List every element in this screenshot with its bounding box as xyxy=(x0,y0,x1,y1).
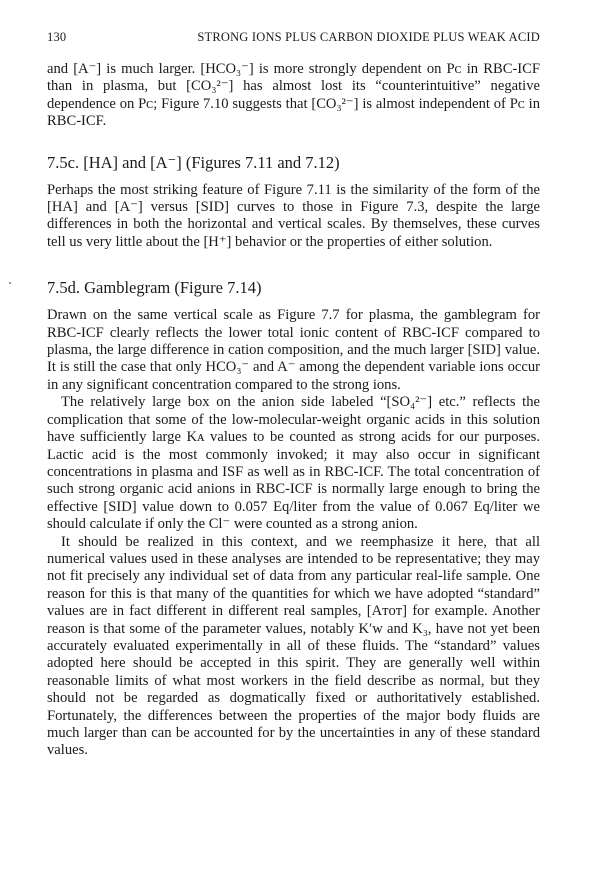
paragraph-anion-box: The relatively large box on the anion side labeled “[SO₄²⁻] etc.” reflects the complication that some of the low-molecular-weight organic acids in this solution have sufficiently large Kᴀ values to be counted as strong acids for our purposes. Lactic acid is the most commonly invoked; it may also occur in significant concentrations in plasma and ISF as well as in RBC-ICF. The total concentration of such strong organic acid anions in RBC-ICF is normally large enough to bring the effective [SID] value down to 0.057 Eq/liter from the value of 0.067 Eq/liter we should calculate if only the Cl⁻ were counted as a strong anion. xyxy=(47,394,540,533)
page-header xyxy=(47,30,540,46)
section-heading-7-5d: 7.5d. Gamblegram (Figure 7.14) xyxy=(47,278,262,298)
margin-speck xyxy=(9,282,11,284)
page-number: 130 xyxy=(47,30,67,44)
paragraph-standard-values: It should be realized in this context, and we reemphasize it here, that all numerical values used in these analyses are intended to be representative; they may not fit precisely any individual set of data from any particular real-life sample. One reason for this is that many of the quantities for which we have adopted “standard” values are in fact different in different real samples, [Aᴛᴏᴛ] for example. Another reason is that some of the parameter values, notably K′w and K₃, have not yet been accurately evaluated experimentally in all of these fluids. The “standard” values adopted here should be accepted in this spirit. They are generally well within reasonable limits of what most workers in the field describe as normal, but they should not be regarded as dogmatically fixed or authoritatively established. Fortunately, the differences between the properties of the major body fluids are much larger than can be accounted for by the uncertainties in any of these standard values. xyxy=(47,533,540,759)
paragraph-continuation: and [A⁻] is much larger. [HCO₃⁻] is more strongly dependent on Pᴄ in RBC-ICF than in plasma, but [CO₃²⁻] has almost lost its “counterintuitive” negative dependence on Pᴄ; Figure 7.10 suggests that [CO₃²⁻] is almost independent of Pᴄ in RBC-ICF. xyxy=(47,61,540,130)
running-title: STRONG IONS PLUS CARBON DIOXIDE PLUS WEAK ACID xyxy=(197,30,540,44)
paragraph-ha-curves: Perhaps the most striking feature of Figure 7.11 is the similarity of the form of the [HA] and [A⁻] versus [SID] curves to those in Figure 7.3, despite the large differences in both the horizontal and vertical scales. By themselves, these curves tell us very little about the [H⁺] behavior or the properties of either solution. xyxy=(47,181,540,250)
paragraph-gamblegram: Drawn on the same vertical scale as Figure 7.7 for plasma, the gamblegram for RBC-ICF clearly reflects the lower total ionic content of RBC-ICF compared to plasma, the large difference in cation composition, and the much larger [SID] value. It is still the case that only HCO₃⁻ and A⁻ among the dependent variable ions occur in any significant concentration compared to the strong ions. xyxy=(47,307,540,393)
body-text xyxy=(47,61,540,760)
section-heading-7-5c: 7.5c. [HA] and [A⁻] (Figures 7.11 and 7.12) xyxy=(47,152,340,172)
